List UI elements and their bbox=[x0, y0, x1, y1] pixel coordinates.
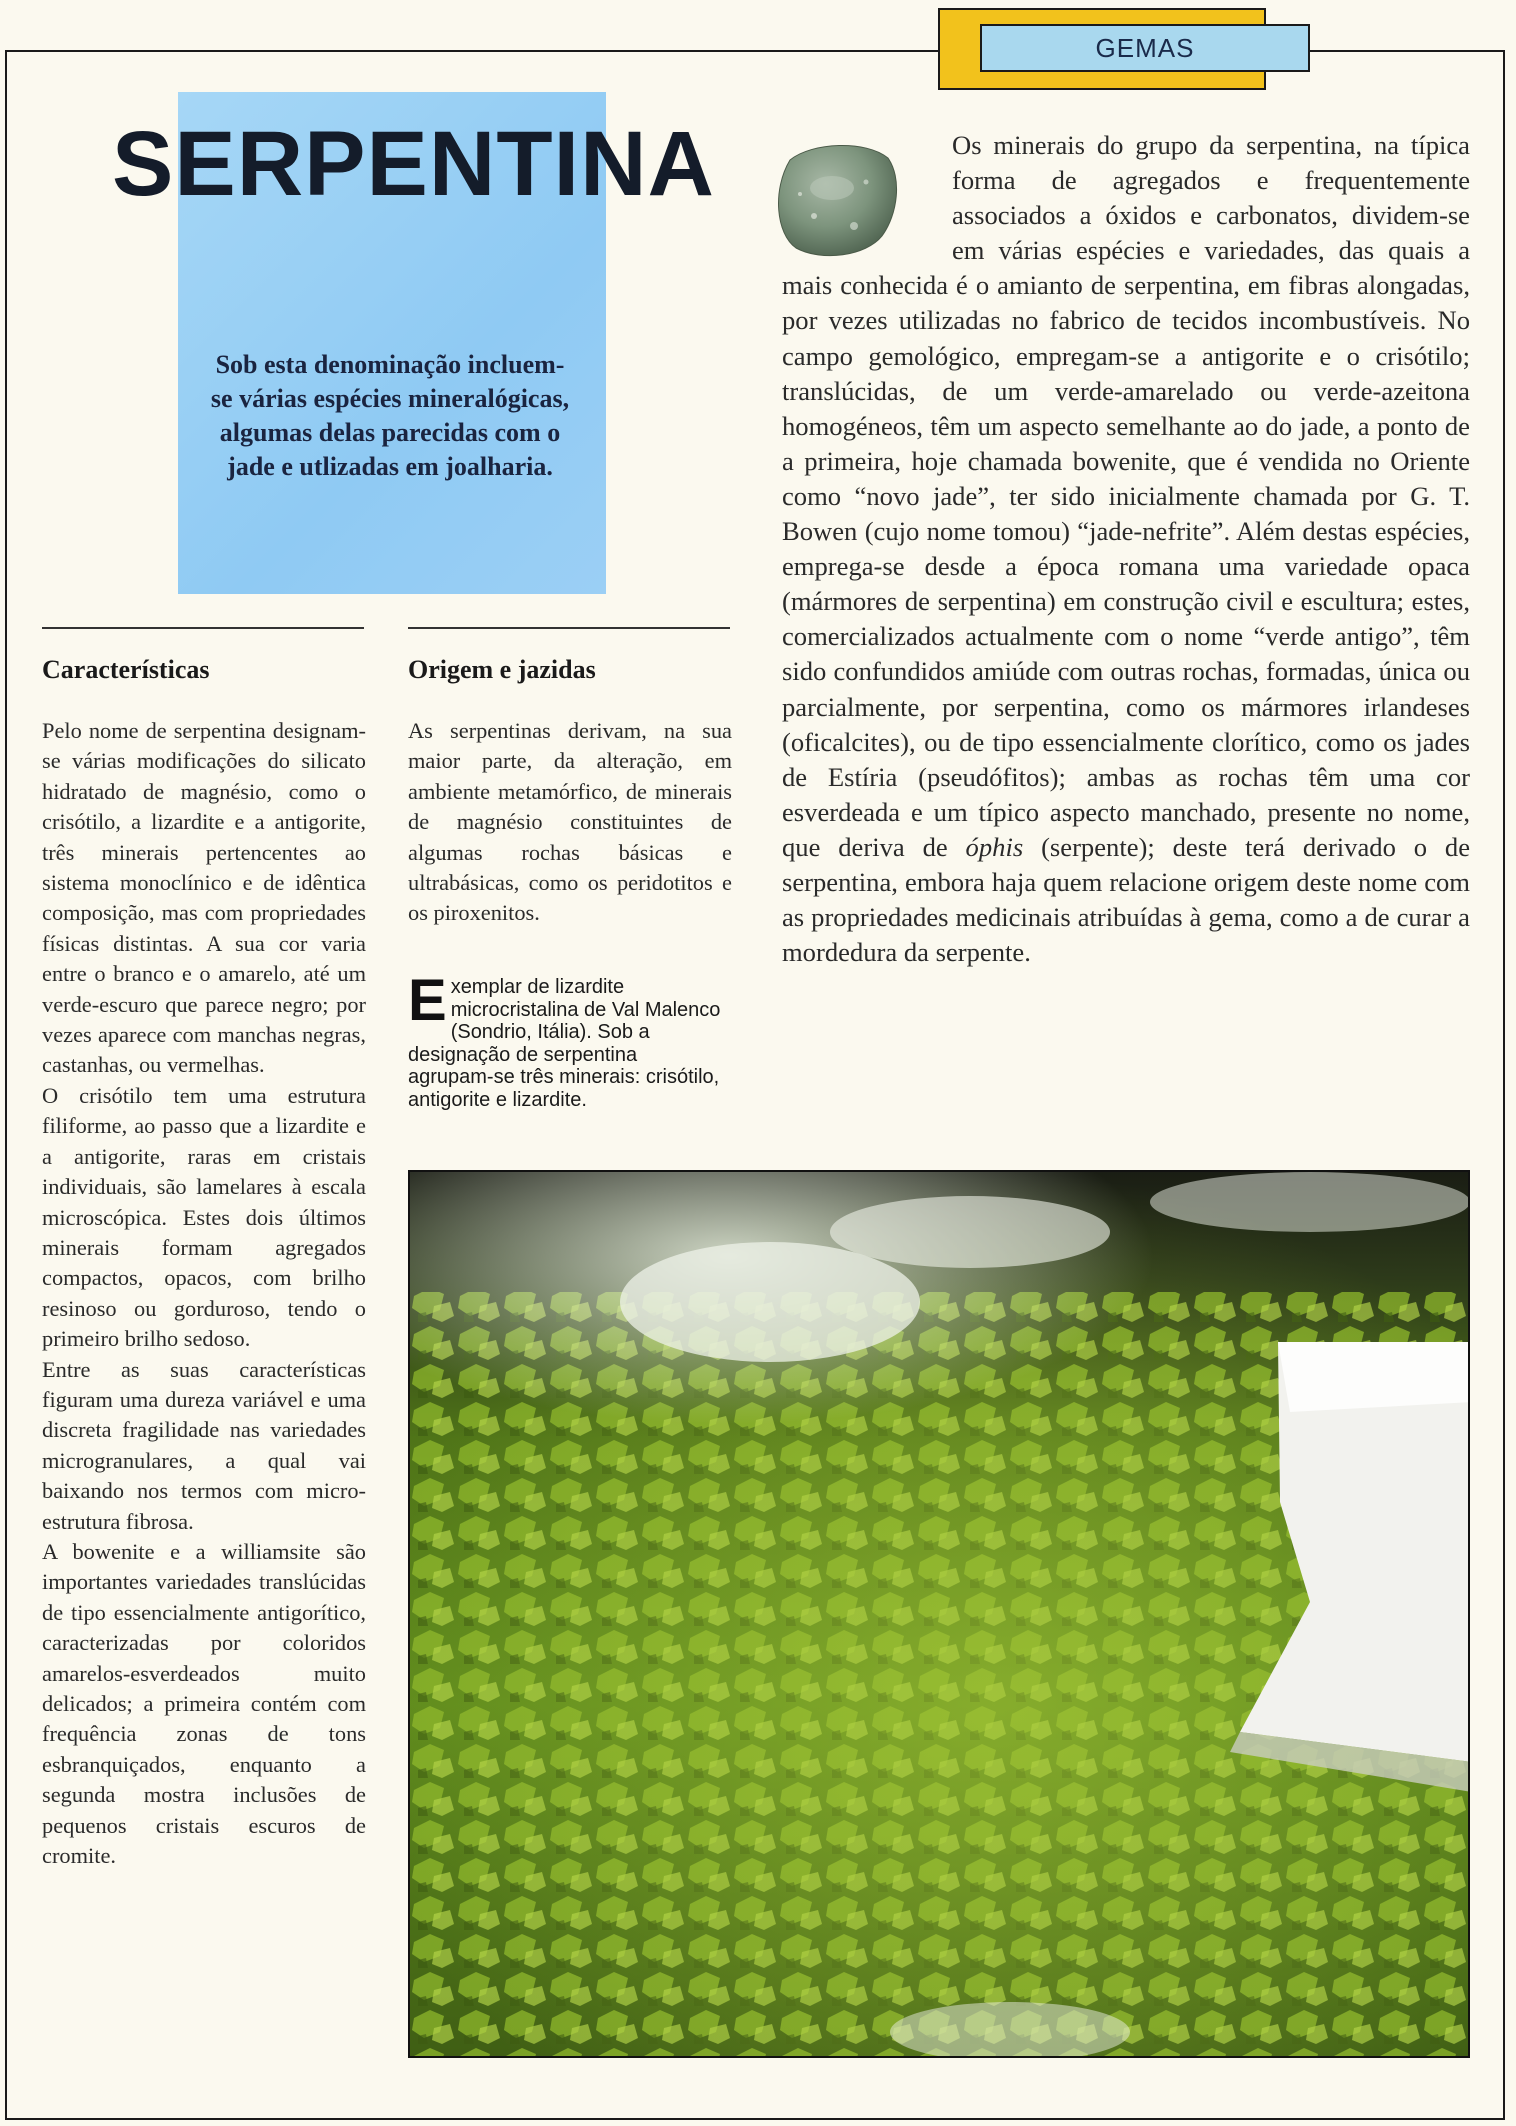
caracteristicas-paragraph: Entre as suas características figuram uma dureza variável e uma discreta fragilidade nas variedades microgranulares, a qual vai baixando nos termos com micro-estrutura fibrosa. bbox=[42, 1356, 366, 1534]
photo-caption bbox=[408, 968, 728, 1111]
page-title: SERPENTINA bbox=[112, 113, 715, 215]
section-rule-middle bbox=[408, 627, 730, 629]
lizardite-specimen-photo bbox=[408, 1170, 1470, 2058]
heading-caracteristicas: Características bbox=[42, 655, 210, 684]
caption-text: xemplar de lizardite microcristalina de Val Malenco (Sondrio, Itália). Sob a designação de serpentina agrupam-se três minerais: crisótilo, antigorite e lizardite. bbox=[408, 976, 721, 1111]
intro-italic-term: óphis bbox=[965, 831, 1024, 862]
intro-body: Os minerais do grupo da serpentina, na típica forma de agregados e frequentemente associados a óxidos e carbonatos, dividem-se em várias espécies e variedades, das quais a mais conhecida é o amianto de serpentina, em fibras alongadas, por vezes utilizadas no fabrico de tecidos incombustíveis. No campo gemológico, empregam-se a antigorite e o crisótilo; translúcidas, de um verde-amarelado ou verde-azeitona homogéneos, têm um aspecto semelhante ao do jade, a ponto de a primeira, hoje chamada bowenite, que é vendida no Oriente como “novo jade”, ter sido inicialmente chamada por G. T. Bowen (cujo nome tomou) “jade-nefrite”. Além destas espécies, emprega-se desde a época romana uma variedade opaca (mármores de serpentina) em construção civil e escultura; estes, comercializados actualmente com o nome “verde antigo”, têm sido confundidos amiúde com outras rochas, formadas, única ou parcialmente, por serpentina, como os mármores irlandeses (oficalcites), ou de tipo essencialmente clorítico, como os jades de Estíria (pseudófitos); ambas as rochas têm uma cor esverdeada e um típico aspecto manchado, presente no nome, que deriva de bbox=[782, 130, 1470, 862]
heading-origem: Origem e jazidas bbox=[408, 655, 596, 684]
caracteristicas-paragraph: O crisótilo tem uma estrutura filiforme, ao passo que a lizardite e a antigorite, raras em cristais individuais, são lamelares à escala microscópica. Estes dois últimos minerais formam agregados compactos, opacos, com brilho resinoso ou gorduroso, tendo o primeiro brilho sedoso. bbox=[42, 1082, 366, 1352]
intro-text bbox=[782, 128, 1470, 970]
origem-text: As serpentinas derivam, na sua maior parte, da alteração, em ambiente metamórfico, de minerais de magnésio constituintes de algumas rochas básicas e ultrabásicas, como os peridotitos e os piroxenitos. bbox=[408, 718, 732, 926]
section-tab-label: GEMAS bbox=[980, 24, 1310, 72]
section-rule-left bbox=[42, 627, 364, 629]
intro-float-spacer bbox=[782, 128, 952, 262]
caracteristicas-text bbox=[42, 716, 366, 1871]
caracteristicas-paragraph: A bowenite e a williamsite são importantes variedades translúcidas de tipo essencialmente antigorítico, caracterizadas por coloridos amarelos-esverdeados muito delicados; a primeira contém com frequência zonas de tons esbranquiçados, enquanto a segunda mostra inclusões de pequenos cristais escuros de cromite. bbox=[42, 1538, 366, 1869]
caracteristicas-paragraph: Pelo nome de serpentina designam-se várias modificações do silicato hidratado de magnésio, como o crisótilo, a lizardite e a antigorite, três minerais pertencentes ao sistema monoclínico e de idêntica composição, mas com propriedades físicas distintas. A sua cor varia entre o branco e o amarelo, até um verde-escuro que parece negro; por vezes aparece com manchas negras, castanhas, ou vermelhas. bbox=[42, 718, 366, 1078]
mineral-photo-illustration bbox=[410, 1172, 1470, 2058]
page-subtitle: Sob esta denominação incluem-se várias espécies mineralógicas, algumas delas parecidas com o jade e utlizadas em joalharia. bbox=[210, 350, 570, 481]
intro-body-end: (serpente); deste terá derivado o de serpentina, embora haja quem relacione origem deste nome com as propriedades medicinais atribuídas à gema, como a de curar a mordedura da serpente. bbox=[782, 831, 1471, 968]
caption-dropcap: E bbox=[408, 968, 447, 1033]
